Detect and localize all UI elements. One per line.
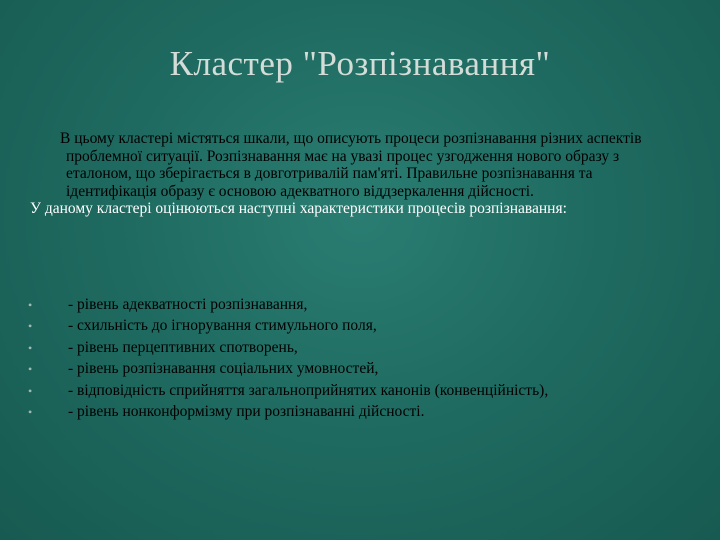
intro-paragraph: В цьому кластері містяться шкали, що описують процеси розпізнавання різних аспектів проблемної ситуації. Розпізнавання має на увазі процес узгодження нового образу з еталоном, що зберігається в довготривалій пам'яті. Правильне розпізнавання та ідентифікація образу є основою адекватного віддзеркалення дійсності. [60,130,642,200]
bullet-icon: • [28,298,33,312]
list-item [28,339,698,360]
list-item-text: - рівень перцептивних спотворень, [68,338,298,356]
bullet-icon: • [28,340,33,355]
list-item-text: - рівень адекватності розпізнавання, [68,296,308,313]
list-item [28,296,698,317]
slide-title: Кластер "Розпізнавання" [169,44,551,83]
bullet-icon: • [28,404,33,419]
list-item-text: - рівень нонконформізму при розпізнаванні дійсності. [68,402,425,420]
bullet-icon: • [28,319,33,334]
list-item-text: - схильність до ігнорування стимульного поля, [68,317,377,335]
characteristics-list [28,296,698,424]
list-item [28,317,698,338]
list-item [28,382,698,403]
list-item-text: - відповідність сприйняття загальноприйнятих канонів (конвенційність), [68,381,549,399]
slide-body [30,130,690,218]
list-item [28,360,698,381]
list-item-text: - рівень розпізнавання соціальних умовностей, [68,360,379,378]
bullet-icon: • [28,362,33,377]
characteristics-intro: У даному кластері оцінюються наступні характеристики процесів розпізнавання: [30,200,567,217]
bullet-icon: • [28,383,33,398]
list-item [28,403,698,424]
